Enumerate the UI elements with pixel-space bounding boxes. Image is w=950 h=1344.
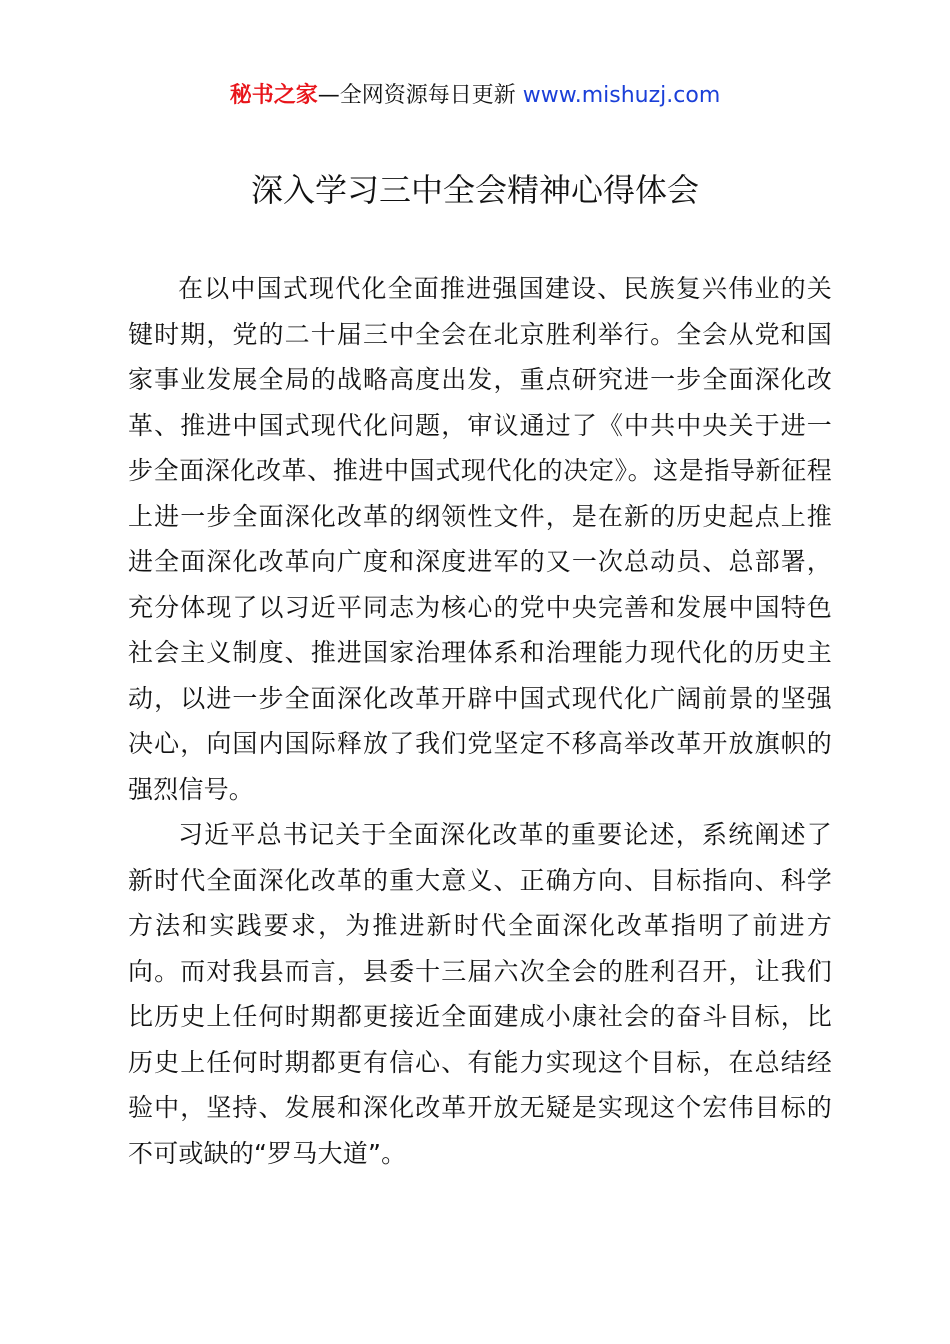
- site-header: [0, 80, 950, 112]
- site-url: www.mishuzj.com: [522, 83, 721, 108]
- brand-name: 秘书之家: [229, 83, 318, 108]
- paragraph-2: 习近平总书记关于全面深化改革的重要论述，系统阐述了新时代全面深化改革的重大意义、正确方向、目标指向、科学方法和实践要求，为推进新时代全面深化改革指明了前进方向。而对我县而言，县委十三届六次全会的胜利召开，让我们比历史上任何时期都更接近全面建成小康社会的奋斗目标，比历史上任何时期都更有信心、有能力实现这个目标，在总结经验中，坚持、发展和深化改革开放无疑是实现这个宏伟目标的不可或缺的“罗马大道”。: [128, 820, 832, 1168]
- document-title: 深入学习三中全会精神心得体会: [250, 171, 699, 209]
- document-body: [128, 266, 832, 1176]
- header-tagline: —全网资源每日更新: [317, 83, 523, 108]
- paragraph-1: 在以中国式现代化全面推进强国建设、民族复兴伟业的关键时期，党的二十届三中全会在北京胜利举行。全会从党和国家事业发展全局的战略高度出发，重点研究进一步全面深化改革、推进中国式现代化问题，审议通过了《中共中央关于进一步全面深化改革、推进中国式现代化的决定》。这是指导新征程上进一步全面深化改革的纲领性文件，是在新的历史起点上推进全面深化改革向广度和深度进军的又一次总动员、总部署，充分体现了以习近平同志为核心的党中央完善和发展中国特色社会主义制度、推进国家治理体系和治理能力现代化的历史主动，以进一步全面深化改革开辟中国式现代化广阔前景的坚强决心，向国内国际释放了我们党坚定不移高举改革开放旗帜的强烈信号。: [128, 274, 832, 804]
